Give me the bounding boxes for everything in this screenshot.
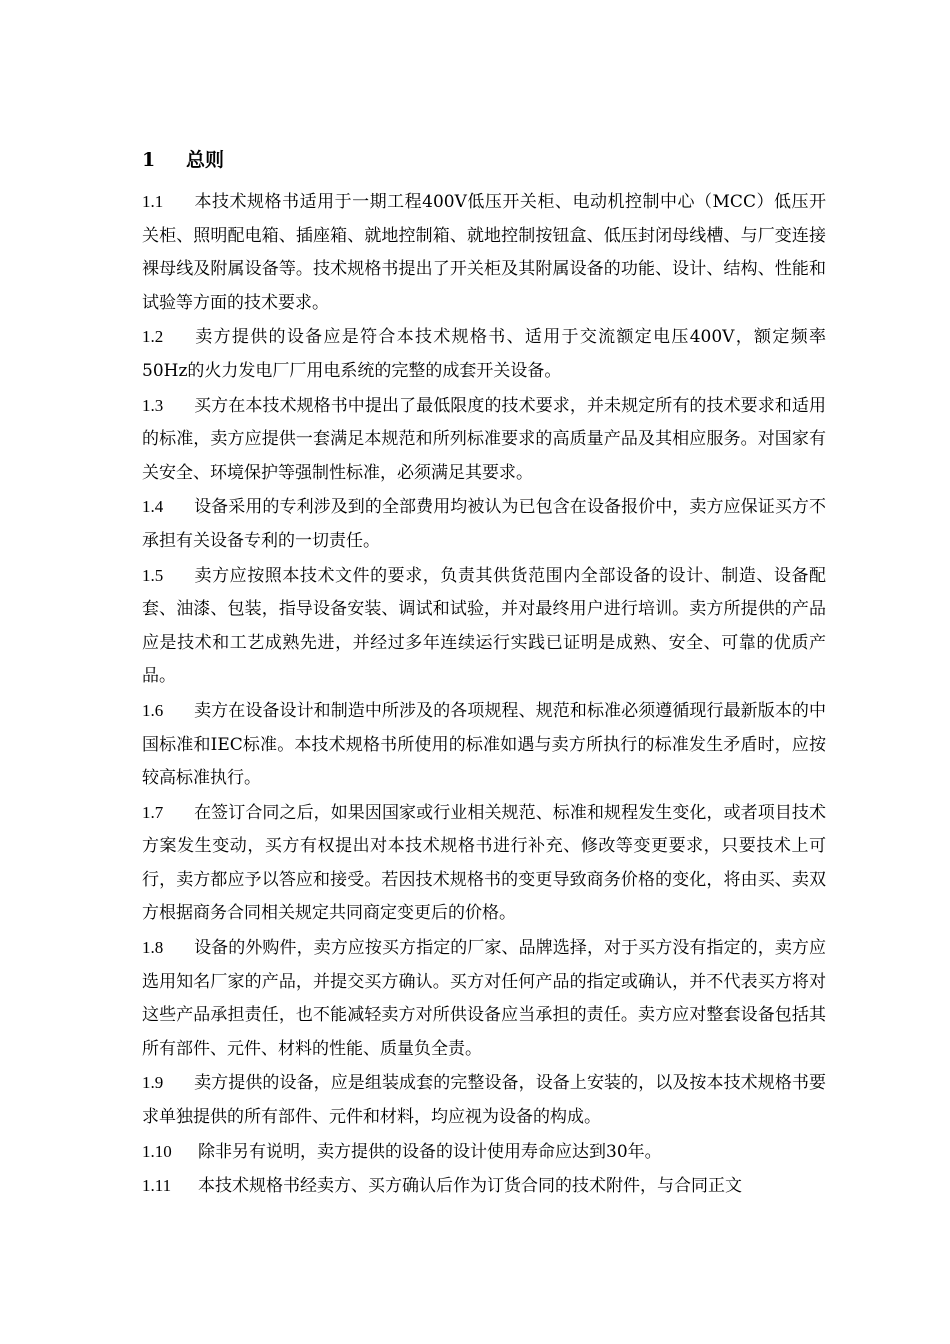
clause-number: 1.1 [142,192,164,211]
clause-number: 1.8 [142,938,164,958]
clause-text: 除非另有说明，卖方提供的设备的设计使用寿命应达到30年。 [198,1141,662,1162]
clause-number: 1.6 [142,700,164,720]
clause-1-4 [142,490,826,558]
clause-text: 买方在本技术规格书中提出了最低限度的技术要求，并未规定所有的技术要求和适用的标准，卖方应提供一套满足本规范和所列标准要求的高质量产品及其相应服务。对国家有关安全、环境保护等强制性标准，必须满足其要求。 [142,395,826,483]
clause-1-5 [142,559,826,694]
clause-1-8 [142,931,826,1066]
clause-text: 本技术规格书经卖方、买方确认后作为订货合同的技术附件，与合同正文 [198,1176,742,1197]
clause-text: 在签订合同之后，如果因国家或行业相关规范、标准和规程发生变化，或者项目技术方案发生变动，买方有权提出对本技术规格书进行补充、修改等变更要求，只要技术上可行，卖方都应予以答应和接受。若因技术规格书的变更导致商务价格的变化，将由买、卖双方根据商务合同相关规定共同商定变更后的价格。 [142,802,826,924]
clause-number: 1.11 [142,1176,172,1196]
clause-number: 1.5 [142,565,164,585]
clause-text: 卖方提供的设备，应是组装成套的完整设备，设备上安装的，以及按本技术规格书要求单独提供的所有部件、元件和材料，均应视为设备的构成。 [142,1073,826,1128]
clause-text: 本技术规格书适用于一期工程400V低压开关柜、电动机控制中心（MCC）低压开关柜、照明配电箱、插座箱、就地控制箱、就地控制按钮盒、低压封闭母线槽、与厂变连接裸母线及附属设备等。技术规格书提出了开关柜及其附属设备的功能、设计、结构、性能和试验等方面的技术要求。 [142,192,826,313]
clause-text: 卖方应按照本技术文件的要求，负责其供货范围内全部设备的设计、制造、设备配套、油漆、包装，指导设备安装、调试和试验，并对最终用户进行培训。卖方所提供的产品应是技术和工艺成熟先进，并经过多年连续运行实践已证明是成熟、安全、可靠的优质产品。 [142,565,826,687]
clause-text: 设备采用的专利涉及到的全部费用均被认为已包含在设备报价中，卖方应保证买方不承担有关设备专利的一切责任。 [142,497,826,551]
clause-number: 1.9 [142,1073,164,1093]
clause-1-6 [142,694,826,796]
clause-text: 卖方在设备设计和制造中所涉及的各项规程、规范和标准必须遵循现行最新版本的中国标准和IEC标准。本技术规格书所使用的标准如遇与卖方所执行的标准发生矛盾时，应按较高标准执行。 [142,700,826,789]
clause-number: 1.2 [142,327,164,347]
clause-1-2 [142,320,826,388]
section-heading [142,146,224,174]
clause-1-1 [142,185,826,320]
clause-number: 1.4 [142,497,164,517]
clause-1-10 [142,1135,826,1170]
clause-number: 1.3 [142,395,164,415]
clause-text: 设备的外购件，卖方应按买方指定的厂家、品牌选择，对于买方没有指定的，卖方应选用知名厂家的产品，并提交买方确认。买方对任何产品的指定或确认，并不代表买方将对这些产品承担责任，也不能减轻卖方对所供设备应当承担的责任。卖方应对整套设备包括其所有部件、元件、材料的性能、质量负全责。 [142,938,826,1059]
clause-number: 1.10 [142,1141,172,1161]
clause-1-3 [142,389,826,491]
section-title: 总则 [186,149,225,171]
clause-1-7 [142,796,826,931]
clause-list [142,185,826,1204]
clause-1-11 [142,1169,826,1204]
clause-text: 卖方提供的设备应是符合本技术规格书、适用于交流额定电压400V，额定频率50Hz的火力发电厂厂用电系统的完整的成套开关设备。 [142,327,826,381]
clause-number: 1.7 [142,802,164,822]
clause-1-9 [142,1066,826,1134]
section-number: 1 [142,149,156,171]
